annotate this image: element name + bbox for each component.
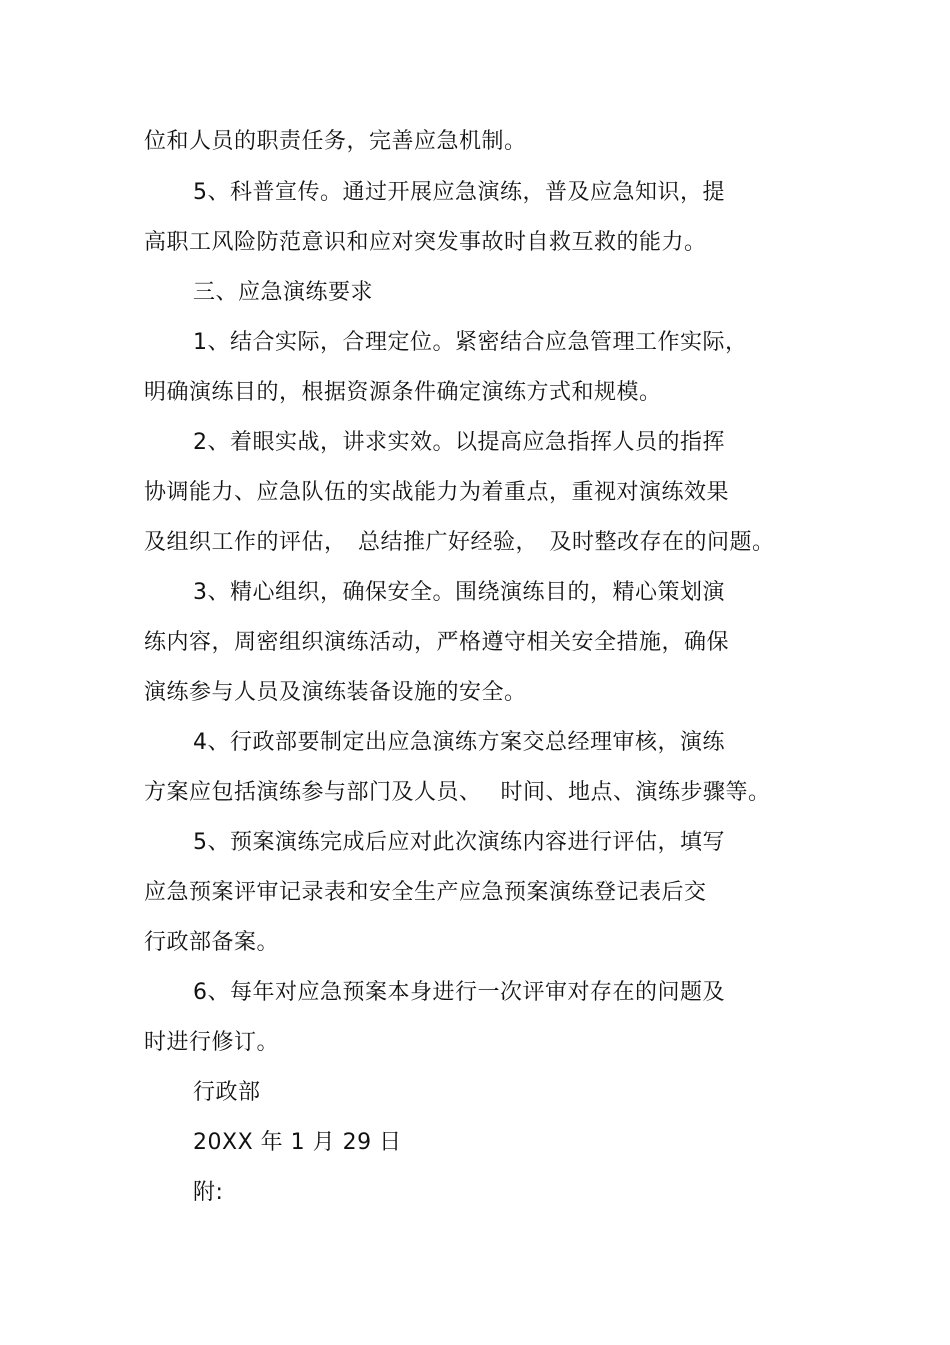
signature-date: 20XX 年 1 月 29 日	[193, 1130, 402, 1155]
signature-department: 行政部	[193, 1080, 261, 1105]
body-text-line: 应急预案评审记录表和安全生产应急预案演练登记表后交	[144, 880, 707, 905]
body-text-line: 时进行修订。	[144, 1030, 280, 1055]
body-text-line: 明确演练目的，根据资源条件确定演练方式和规模。	[144, 380, 662, 405]
list-item-1: 1、结合实际，合理定位。紧密结合应急管理工作实际，	[193, 330, 748, 355]
body-text-line: 行政部备案。	[144, 930, 280, 955]
section-heading: 三、应急演练要求	[193, 280, 374, 305]
list-item-6: 6、每年对应急预案本身进行一次评审对存在的问题及	[193, 980, 725, 1005]
body-text-line: 协调能力、应急队伍的实战能力为着重点，重视对演练效果	[144, 480, 730, 505]
list-item-3: 3、精心组织，确保安全。围绕演练目的，精心策划演	[193, 580, 725, 605]
body-text-line: 演练参与人员及演练装备设施的安全。	[144, 680, 527, 705]
list-item-5: 5、预案演练完成后应对此次演练内容进行评估，填写	[193, 830, 725, 855]
body-text-line: 方案应包括演练参与部门及人员、 时间、地点、演练步骤等。	[144, 780, 771, 805]
body-text-line: 高职工风险防范意识和应对突发事故时自救互救的能力。	[144, 230, 707, 255]
list-item-5-popularization: 5、科普宣传。通过开展应急演练，普及应急知识，提	[193, 180, 725, 205]
attachment-label: 附:	[193, 1180, 224, 1205]
list-item-4: 4、行政部要制定出应急演练方案交总经理审核，演练	[193, 730, 725, 755]
list-item-2: 2、着眼实战，讲求实效。以提高应急指挥人员的指挥	[193, 430, 725, 455]
body-text-line: 练内容，周密组织演练活动，严格遵守相关安全措施，确保	[144, 630, 730, 655]
body-text-line: 及组织工作的评估， 总结推广好经验， 及时整改存在的问题。	[144, 530, 775, 555]
body-text-line: 位和人员的职责任务，完善应急机制。	[144, 129, 527, 154]
